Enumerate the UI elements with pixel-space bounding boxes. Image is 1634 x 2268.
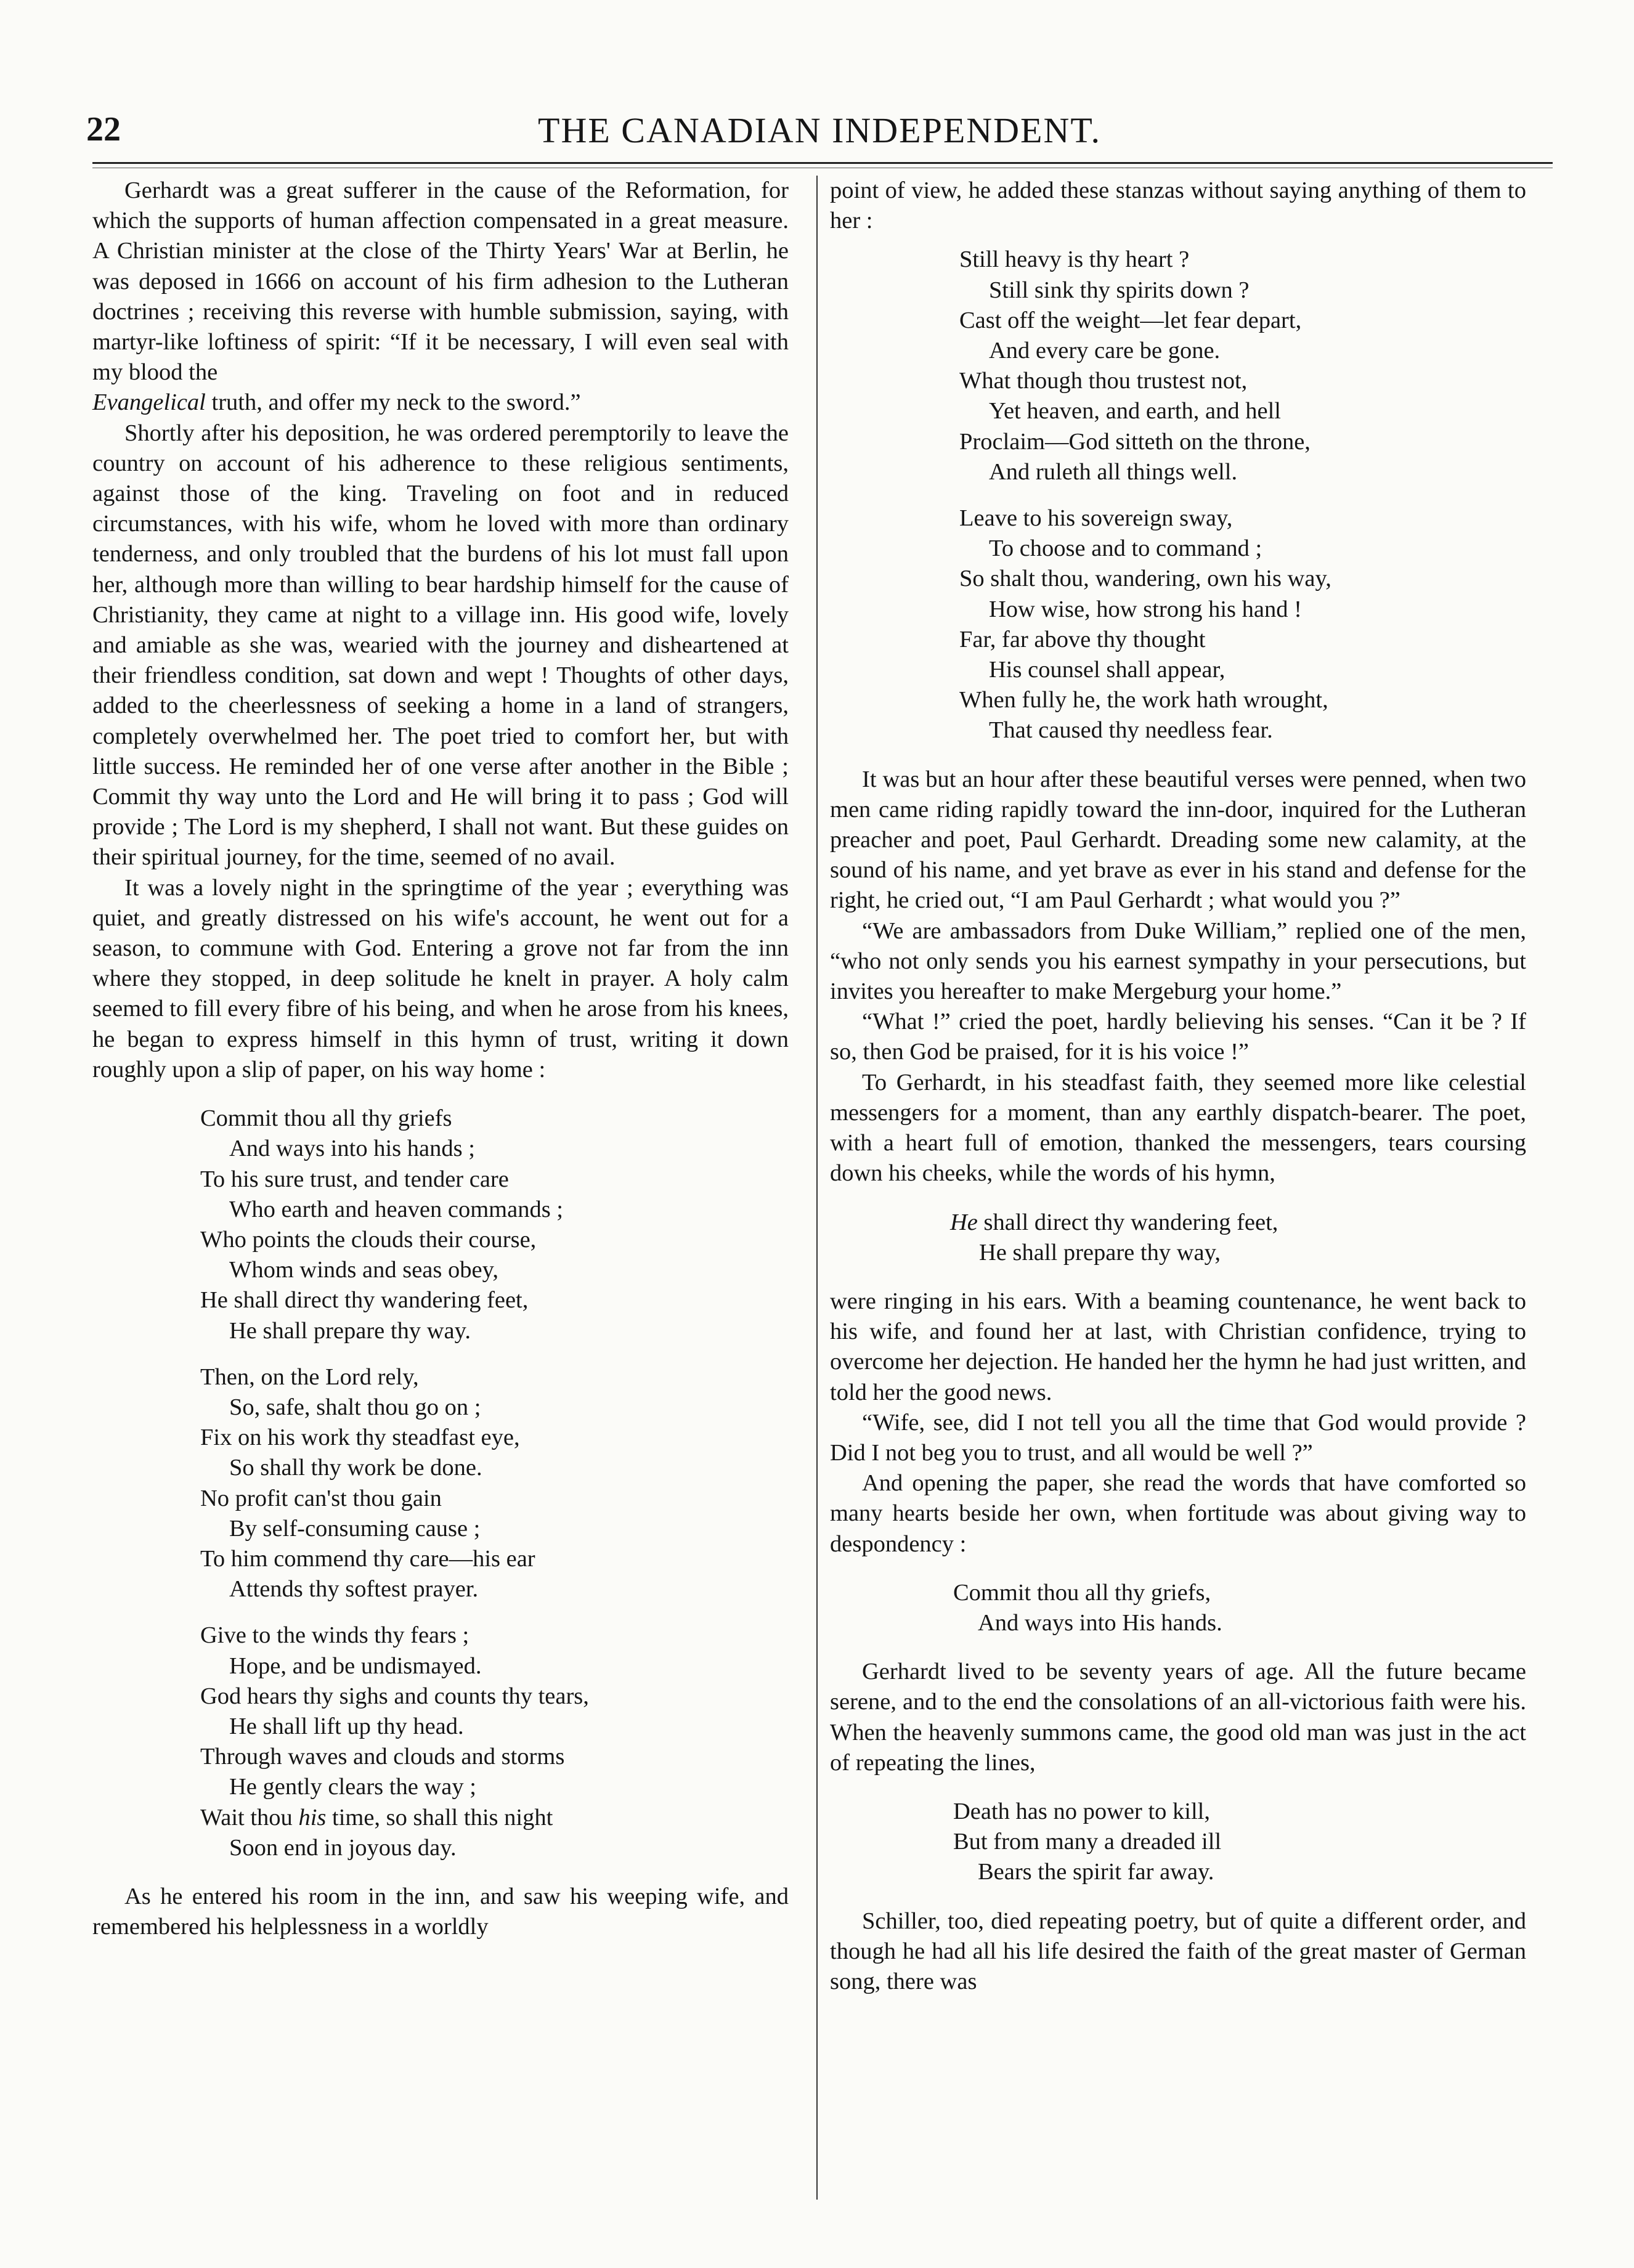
paragraph: “We are ambassadors from Duke William,” replied one of the men, “who not only sends you his earnest sympathy in your persecutions, but invites you hereafter to make Mergeburg your home.” xyxy=(830,917,1526,1005)
hymn-line: God hears thy sighs and counts thy tears, xyxy=(200,1683,589,1709)
hymn-stanza xyxy=(92,1362,789,1605)
hymn-line: Death has no power to kill, xyxy=(953,1798,1210,1824)
page-number: 22 xyxy=(86,110,121,148)
hymn-line: Soon end in joyous day. xyxy=(229,1834,457,1861)
right-column xyxy=(830,176,1526,1997)
hymn-line: Attends thy softest prayer. xyxy=(229,1576,479,1603)
running-title: THE CANADIAN INDEPENDENT. xyxy=(538,110,1101,150)
hymn xyxy=(92,1104,789,1863)
hymn-line: Far, far above thy thought xyxy=(959,626,1206,652)
hymn-line: No profit can'st thou gain xyxy=(200,1485,442,1511)
hymn-line: Then, on the Lord rely, xyxy=(200,1364,419,1390)
hymn-line: Cast off the weight—let fear depart, xyxy=(959,307,1302,333)
hymn-quote xyxy=(830,1797,1526,1888)
hymn-line: Wait thou his time, so shall this night xyxy=(200,1804,553,1831)
hymn-line: Commit thou all thy griefs, xyxy=(953,1579,1211,1606)
hymn-line: Who earth and heaven commands ; xyxy=(229,1196,564,1222)
paragraph: And opening the paper, she read the words that have comforted so many hearts beside her own, when fortitude was about giving way to despondency : xyxy=(830,1470,1526,1557)
hymn-line: That caused thy needless fear. xyxy=(989,717,1273,744)
hymn-line: Bears the spirit far away. xyxy=(978,1859,1214,1885)
hymn-line: And ruleth all things well. xyxy=(989,458,1238,485)
hymn-line: To his sure trust, and tender care xyxy=(200,1166,509,1192)
paragraph: Shortly after his deposition, he was ordered peremptorily to leave the country on account of his adherence to these religious sentiments, against those of the king. Traveling on foot and in reduced circumstances, with his wife, whom he loved with more than ordinary tenderness, and only troubled that the burdens of his lot must fall upon her, although more than willing to bear hardship himself for the cause of Christianity, they came at night to a village inn. His good wife, lovely and amiable as she was, wearied with the journey and disheartened at their friendless condition, sat down and wept ! Thoughts of other days, added to the cheerlessness of seeking a home in a land of strangers, completely overwhelmed her. The poet tried to comfort her, but with little success. He reminded her of one verse after another in the Bible ; Commit thy way unto the Lord and He will bring it to pass ; God will provide ; The Lord is my shepherd, I shall not want. But these guides on their spiritual journey, for the time, seemed of no avail. xyxy=(92,420,789,871)
hymn-line: Who points the clouds their course, xyxy=(200,1226,537,1253)
hymn-stanza xyxy=(830,503,1526,746)
hymn-line: Leave to his sovereign sway, xyxy=(959,505,1233,532)
hymn-line: And ways into his hands ; xyxy=(229,1136,475,1162)
hymn-stanza xyxy=(830,1208,1526,1268)
page-header xyxy=(86,110,1553,161)
hymn-line: Through waves and clouds and storms xyxy=(200,1744,565,1770)
hymn-line: So shall thy work be done. xyxy=(229,1455,482,1481)
paragraph: Gerhardt was a great sufferer in the cause of the Reformation, for which the supports of human affection compensated in a great measure. A Christian minister at the close of the Thirty Years' War at Berlin, he was deposed in 1666 on account of his firm adhesion to the Lutheran doctrines ; receiving this reverse with humble submission, saying, with martyr-like loftiness of spirit: “If it be necessary, I will even seal with my blood the Evangelical truth, and offer my neck to the sword.” xyxy=(92,177,789,416)
paragraph: “Wife, see, did I not tell you all the time that God would provide ? Did I not beg you to trust, and all would be well ?” xyxy=(830,1409,1526,1466)
hymn-line: To choose and to command ; xyxy=(989,535,1262,562)
hymn-line: When fully he, the work hath wrought, xyxy=(959,687,1328,713)
hymn xyxy=(830,245,1526,746)
hymn-quote xyxy=(830,1208,1526,1268)
hymn-line: Commit thou all thy griefs xyxy=(200,1105,452,1132)
hymn-stanza xyxy=(830,1797,1526,1888)
hymn-line: And ways into His hands. xyxy=(978,1609,1222,1636)
column-divider xyxy=(816,176,818,2200)
hymn-line: Yet heaven, and earth, and hell xyxy=(989,398,1281,425)
hymn-line: So shalt thou, wandering, own his way, xyxy=(959,566,1331,592)
header-rule xyxy=(92,162,1553,164)
paragraph: To Gerhardt, in his steadfast faith, they seemed more like celestial messengers for a moment, than any earthly dispatch-bearer. The poet, with a heart full of emotion, thanked the messengers, tears coursing down his cheeks, while the words of his hymn, xyxy=(830,1069,1526,1187)
hymn-line: Still sink thy spirits down ? xyxy=(989,277,1250,303)
paragraph: As he entered his room in the inn, and saw his weeping wife, and remembered his helplessness in a worldly xyxy=(92,1883,789,1940)
hymn-line: He shall direct thy wandering feet, xyxy=(950,1209,1278,1235)
hymn-line: Still heavy is thy heart ? xyxy=(959,246,1190,273)
hymn-line: Proclaim—God sitteth on the throne, xyxy=(959,428,1311,455)
hymn-line: He shall direct thy wandering feet, xyxy=(200,1287,529,1314)
hymn-line: He shall prepare thy way. xyxy=(229,1317,471,1344)
paragraph: Schiller, too, died repeating poetry, but of quite a different order, and though he had all his life desired the faith of the great master of German song, there was xyxy=(830,1908,1526,1994)
hymn-line: Give to the winds thy fears ; xyxy=(200,1622,469,1649)
hymn-stanza xyxy=(830,1578,1526,1638)
paragraph: “What !” cried the poet, hardly believing his senses. “Can it be ? If so, then God be praised, for it is his voice !” xyxy=(830,1009,1526,1065)
hymn-quote xyxy=(830,1578,1526,1638)
paragraph: It was a lovely night in the springtime of the year ; everything was quiet, and greatly distressed on his wife's account, he went out for a season, to commune with God. Entering a grove not far from the inn where they stopped, in deep solitude he knelt in prayer. A holy calm seemed to fill every fibre of his being, and when he arose from his knees, he began to express himself in this hymn of trust, writing it down roughly upon a slip of paper, on his way home : xyxy=(92,874,789,1083)
hymn-line: By self-consuming cause ; xyxy=(229,1515,481,1542)
hymn-stanza xyxy=(92,1620,789,1863)
hymn-line: To him commend thy care—his ear xyxy=(200,1545,535,1572)
hymn-line: He shall prepare thy way, xyxy=(979,1239,1221,1266)
hymn-line: So, safe, shalt thou go on ; xyxy=(229,1394,481,1420)
hymn-stanza xyxy=(92,1104,789,1346)
hymn-stanza xyxy=(830,245,1526,487)
hymn-line: What though thou trustest not, xyxy=(959,368,1248,394)
hymn-line: Whom winds and seas obey, xyxy=(229,1257,498,1283)
hymn-line: He shall lift up thy head. xyxy=(229,1713,464,1739)
left-column xyxy=(92,176,789,1942)
hymn-line: But from many a dreaded ill xyxy=(953,1829,1222,1855)
paragraph: It was but an hour after these beautiful verses were penned, when two men came riding rapidly toward the inn-door, inquired for the Lutheran preacher and poet, Paul Gerhardt. Dreading some new calamity, at the sound of his name, and yet brave as ever in his stand and defense for the right, he cried out, “I am Paul Gerhardt ; what would you ?” xyxy=(830,766,1526,914)
hymn-line: Hope, and be undismayed. xyxy=(229,1652,482,1679)
paragraph: point of view, he added these stanzas without saying anything of them to her : xyxy=(830,177,1526,234)
paragraph: Gerhardt lived to be seventy years of age. All the future became serene, and to the end the consolations of an all-victorious faith were his. When the heavenly summons came, the good old man was just in the act of repeating the lines, xyxy=(830,1659,1526,1776)
hymn-line: Fix on his work thy steadfast eye, xyxy=(200,1425,520,1451)
paragraph: were ringing in his ears. With a beaming countenance, he went back to his wife, and found her at last, with Christian confidence, trying to overcome her dejection. He handed her the hymn he had just written, and told her the good news. xyxy=(830,1288,1526,1405)
hymn-line: He gently clears the way ; xyxy=(229,1774,476,1800)
hymn-line: His counsel shall appear, xyxy=(989,657,1226,683)
hymn-line: How wise, how strong his hand ! xyxy=(989,596,1302,622)
hymn-line: And every care be gone. xyxy=(989,338,1221,364)
